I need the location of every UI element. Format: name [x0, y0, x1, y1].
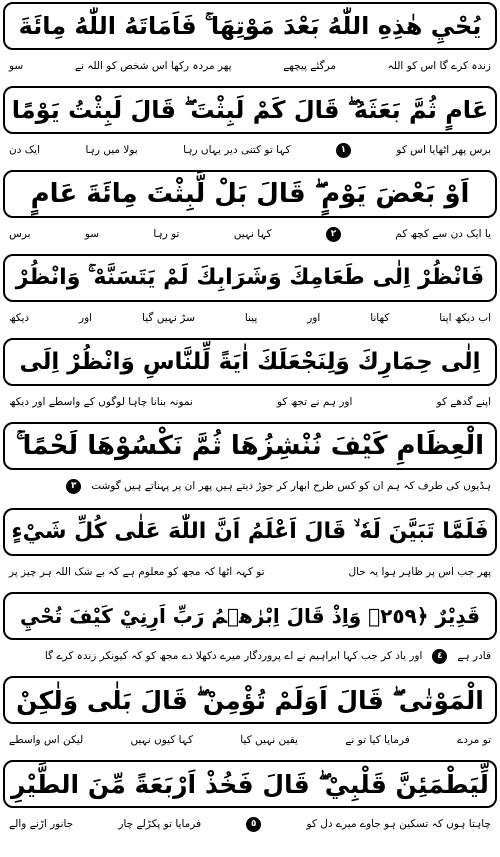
arabic-verse-text: فَلَمَّا تَبَيَّنَ لَهٗ ۙ قَالَ اَعْلَمُ اَنَّ اللّٰهَ عَلٰى كُلِّ شَيْءٍ [11, 519, 489, 544]
arabic-verse-line [3, 592, 497, 640]
urdu-gloss: پھر مردہ رکھا اس شخص کو اللہ نے [74, 59, 232, 72]
urdu-gloss: اپنے گدھے کو [436, 395, 491, 408]
arabic-verse-line [3, 676, 497, 724]
urdu-gloss: نمونہ بنانا چاہا لوگوں کے واسطے اور دیکھ [9, 395, 193, 408]
footnote-marker: ٣ [66, 479, 81, 494]
urdu-gloss: سو [9, 59, 24, 72]
urdu-gloss: کہا نہیں [233, 227, 272, 240]
urdu-gloss: اور [79, 311, 93, 324]
arabic-verse-line [3, 86, 497, 134]
arabic-verse-text: لِّيَطْمَئِنَّ قَلْبِيْ ۖ قَالَ فَخُذْ اَرْبَعَةً مِّنَ الطَّيْرِ [11, 769, 489, 799]
urdu-gloss: دیکھ [9, 311, 30, 324]
arabic-verse-text: قَدِيْرٌ ﴿٢٥٩﴾ وَاِذْ قَالَ اِبْرٰهٖمُ رَبِّ اَرِنِيْ كَيْفَ تُحْيِ [20, 604, 481, 628]
verse-block-2 [3, 86, 497, 162]
urdu-translation-line [3, 390, 497, 414]
verse-block-9 [3, 676, 497, 752]
urdu-gloss: سو [84, 227, 100, 240]
urdu-gloss: اب دیکھ اپنا [439, 311, 491, 324]
urdu-gloss: بولا میں رہا [85, 143, 138, 156]
urdu-gloss: تو مردے [457, 733, 491, 746]
verse-block-5 [3, 338, 497, 414]
urdu-gloss: اور [307, 311, 321, 324]
urdu-translation-line [3, 54, 497, 78]
footnote-marker: ٤ [432, 649, 447, 664]
arabic-verse-text: الْمَوْتٰى ۖ قَالَ اَوَلَمْ تُؤْمِنْ ۖ قَالَ بَلٰى وَلٰكِنْ [16, 685, 484, 715]
arabic-verse-text: اَوْ بَعْضَ يَوْمٍ ۖ قَالَ بَلْ لَّبِثْتَ مِائَةَ عَامٍ [30, 179, 470, 209]
urdu-gloss: کہا کیوں نہیں [130, 733, 194, 746]
arabic-verse-text: فَانْظُرْ اِلٰى طَعَامِكَ وَشَرَابِكَ لَمْ يَتَسَنَّهْ ۚ وَانْظُرْ [15, 265, 485, 290]
urdu-translation-line [3, 222, 497, 246]
urdu-translation-line [3, 138, 497, 162]
urdu-gloss: پھر جب اس پر ظاہر ہوا یہ حال [348, 565, 491, 578]
urdu-gloss: برس [9, 227, 31, 240]
urdu-gloss: یا ایک دن سے کچھ کم [395, 227, 491, 240]
urdu-gloss: پینا [244, 311, 258, 324]
verse-block-3 [3, 170, 497, 246]
urdu-gloss: چاہتا ہوں کہ تسکین ہو جاوے میرے دل کو [306, 817, 491, 830]
arabic-verse-line [3, 508, 497, 556]
urdu-gloss: سڑ نہیں گیا [142, 311, 195, 324]
urdu-translation-line [3, 306, 497, 330]
arabic-verse-text: الْعِظَامِ كَيْفَ نُنْشِزُهَا ثُمَّ نَكْسُوْهَا لَحْمًا ۚ [15, 431, 485, 461]
arabic-verse-text: يُحْيِ هٰذِهِ اللّٰهُ بَعْدَ مَوْتِهَا ۚ فَاَمَاتَهُ اللّٰهُ مِائَةَ [18, 12, 482, 40]
arabic-verse-line [3, 2, 497, 50]
arabic-verse-text: اِلٰى حِمَارِكَ وَلِنَجْعَلَكَ اٰيَةً لِّلنَّاسِ وَانْظُرْ اِلَى [19, 348, 481, 375]
verse-block-8 [3, 592, 497, 668]
arabic-verse-line [3, 760, 497, 808]
footnote-marker: ٢ [326, 227, 341, 242]
footnote-marker: ٥ [246, 817, 261, 832]
arabic-verse-text: عَامٍ ثُمَّ بَعَثَهُ ۖ قَالَ كَمْ لَبِثْتَ ۖ قَالَ لَبِثْتُ يَوْمًا [11, 96, 489, 124]
urdu-gloss: ہڈیوں کی طرف کہ ہم ان کو کس طرح ابھار کر جوڑ دیتے ہیں پھر ان پر پہناتے ہیں گوشت [91, 479, 491, 492]
urdu-gloss: زندہ کرے گا اس کو اللہ [387, 59, 491, 72]
arabic-verse-line [3, 170, 497, 218]
urdu-gloss: قادر ہے [457, 649, 491, 662]
urdu-gloss: کھانا [370, 311, 390, 324]
urdu-gloss: مرگئے پیچھے [283, 59, 337, 72]
urdu-translation-line [3, 474, 497, 498]
urdu-gloss: جانور اڑنے والے [9, 817, 74, 830]
verse-block-10 [3, 760, 497, 836]
urdu-gloss: تو رہا [153, 227, 180, 240]
footnote-marker: ١ [336, 143, 351, 158]
urdu-translation-line [3, 728, 497, 752]
urdu-translation-line [3, 560, 497, 584]
urdu-gloss: یقین نہیں کیا [240, 733, 298, 746]
verse-block-1 [3, 2, 497, 78]
verse-block-6 [3, 422, 497, 498]
urdu-translation-line [3, 812, 497, 836]
urdu-gloss: اور یاد کر جب کہا ابراہیم نے اے پروردگار میرے دکھلا دے مجھ کو کہ کیونکر زندہ کرے گا [44, 649, 423, 662]
arabic-verse-line [3, 338, 497, 386]
urdu-gloss: فرمایا تو پکڑلے چار [118, 817, 202, 830]
verse-block-7 [3, 508, 497, 584]
urdu-gloss: تو کہہ اٹھا کہ مجھ کو معلوم ہے کہ بے شک اللہ ہر چیز پر [9, 565, 265, 578]
urdu-gloss: فرمایا کیا تو نے [345, 733, 410, 746]
arabic-verse-line [3, 254, 497, 302]
arabic-verse-line [3, 422, 497, 470]
urdu-gloss: اور ہم نے تجھ کو [277, 395, 353, 408]
verse-block-4 [3, 254, 497, 330]
urdu-gloss: برس پھر اٹھایا اس کو [396, 143, 491, 156]
urdu-translation-line [3, 644, 497, 668]
urdu-gloss: لیکن اس واسطے [9, 733, 84, 746]
urdu-gloss: ایک دن [9, 143, 41, 156]
urdu-gloss: کہا تو کتنی دیر یہاں رہا [183, 143, 291, 156]
